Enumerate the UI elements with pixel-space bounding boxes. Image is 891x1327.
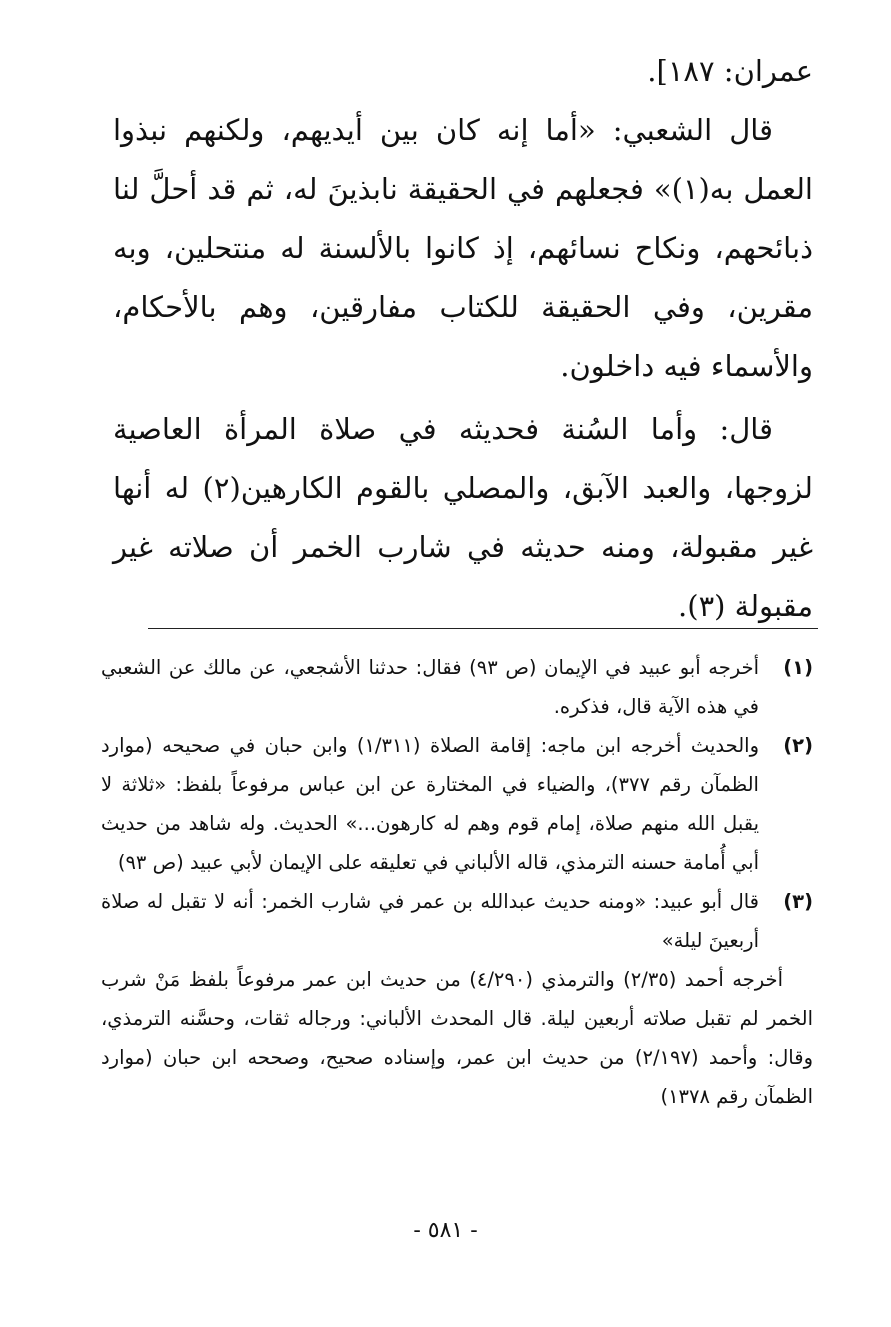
footnote-1 <box>101 648 813 726</box>
footnote-number: (٢) <box>783 734 813 757</box>
footnote-3-continuation: أخرجه أحمد (٢/٣٥) والترمذي (٤/٢٩٠) من حديث ابن عمر مرفوعاً بلفظ مَنْ شرب الخمر لم تقبل صلاته أربعين ليلة. قال المحدث الألباني: ورجاله ثقات، وحسَّنه الترمذي، وقال: وأحمد (٢/١٩٧) من حديث ابن عمر، وإسناده صحيح، وصححه ابن حبان (موارد الظمآن رقم ١٣٧٨) <box>101 968 813 1108</box>
paragraph-verse-ending: عمران: ١٨٧]. <box>647 54 813 88</box>
footnote-text: أخرجه أبو عبيد في الإيمان (ص ٩٣) فقال: حدثنا الأشجعي، عن مالك عن الشعبي في هذه الآية قال، فذكره. <box>101 656 759 718</box>
footnote-number: (٣) <box>783 890 813 913</box>
footnote-3 <box>101 882 813 960</box>
footnote-text: والحديث أخرجه ابن ماجه: إقامة الصلاة (١/٣١١) وابن حبان في صحيحه (موارد الظمآن رقم ٣٧٧)، والضياء في المختارة عن ابن عباس مرفوعاً بلفظ: «ثلاثة لا يقبل الله منهم صلاة، إمام قوم وهم له كارهون...» الحديث. وله شاهد من حديث أبي أُمامة حسنه الترمذي، قاله الألباني في تعليقه على الإيمان لأبي عبيد (ص ٩٣) <box>101 734 759 874</box>
main-body-text <box>113 42 813 636</box>
footnote-number: (١) <box>783 656 813 679</box>
footnotes <box>101 648 813 1116</box>
footnote-2 <box>101 726 813 882</box>
page-number: - ٥٨١ - <box>413 1218 478 1243</box>
footnote-text: قال أبو عبيد: «ومنه حديث عبدالله بن عمر في شارب الخمر: أنه لا تقبل له صلاة أربعينَ ليلة» <box>101 890 759 952</box>
paragraph-shabi-quote: قال الشعبي: «أما إنه كان بين أيديهم، ولكنهم نبذوا العمل به(١)» فجعلهم في الحقيقة نابذينَ له، ثم قد أحلَّ لنا ذبائحهم، ونكاح نسائهم، إذ كانوا بالألسنة له منتحلين، وبه مقرين، وفي الحقيقة للكتاب مفارقين، وهم بالأحكام، والأسماء فيه داخلون. <box>113 113 813 383</box>
footnote-separator <box>148 628 818 629</box>
paragraph-sunnah: قال: وأما السُنة فحديثه في صلاة المرأة العاصية لزوجها، والعبد الآبق، والمصلي بالقوم الكارهين(٢) له أنها غير مقبولة، ومنه حديثه في شارب الخمر أن صلاته غير مقبولة (٣). <box>113 412 813 623</box>
